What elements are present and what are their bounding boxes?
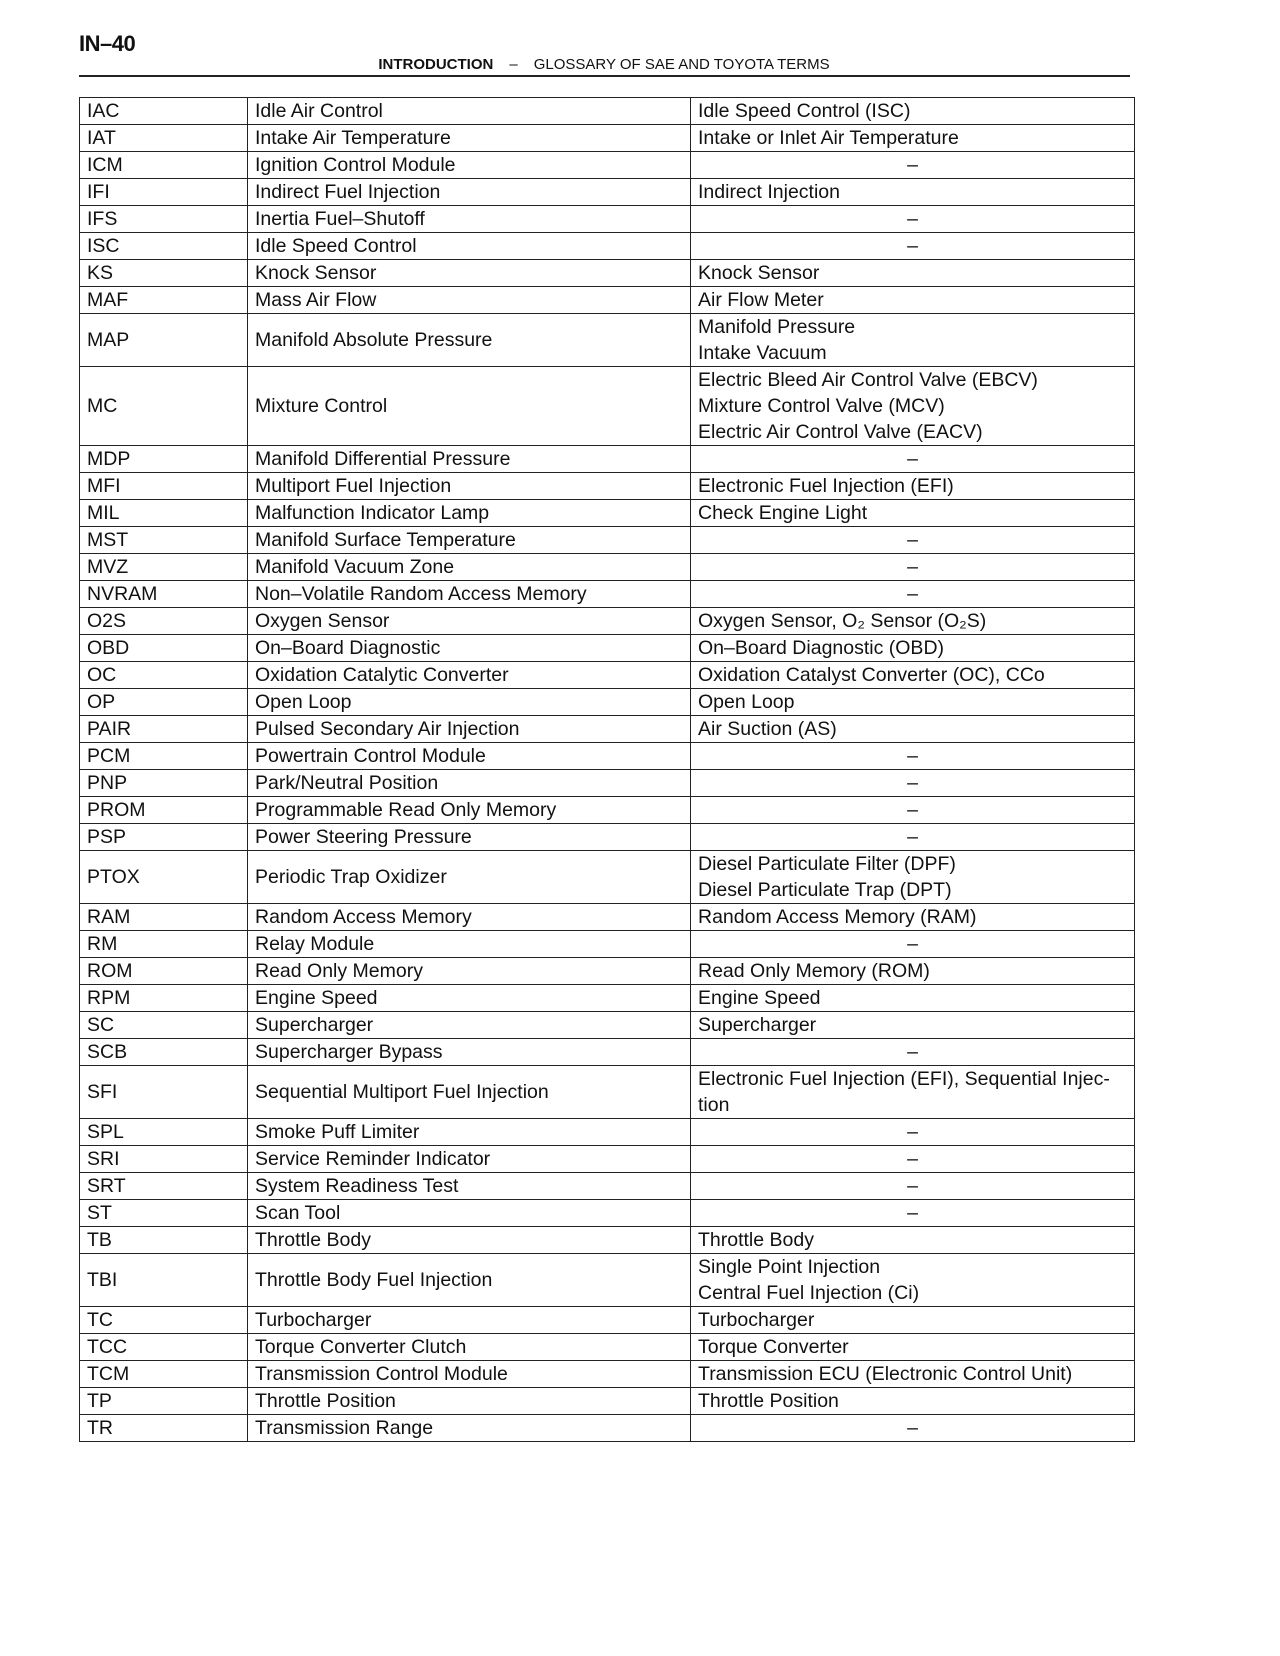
table-row xyxy=(80,98,1135,125)
glossary-table xyxy=(79,97,1135,1442)
abbreviation-cell: SCB xyxy=(80,1039,248,1066)
table-row xyxy=(80,985,1135,1012)
table-row xyxy=(80,1388,1135,1415)
toyota-term-cell xyxy=(691,1227,1135,1254)
table-row xyxy=(80,367,1135,446)
sae-term-cell: Idle Air Control xyxy=(248,98,691,125)
toyota-term-cell xyxy=(691,716,1135,743)
toyota-term-line: – xyxy=(907,745,918,767)
toyota-term-line: Throttle Position xyxy=(698,1390,839,1412)
sae-term-cell: On–Board Diagnostic xyxy=(248,635,691,662)
toyota-term-line: – xyxy=(907,583,918,605)
toyota-term-cell xyxy=(691,1039,1135,1066)
toyota-term-line: Random Access Memory (RAM) xyxy=(698,906,977,928)
table-row xyxy=(80,1012,1135,1039)
table-row xyxy=(80,446,1135,473)
toyota-term-cell xyxy=(691,1361,1135,1388)
abbreviation-cell: PSP xyxy=(80,824,248,851)
abbreviation-cell: OP xyxy=(80,689,248,716)
toyota-term-cell xyxy=(691,1334,1135,1361)
toyota-term-line: Oxygen Sensor, O₂ Sensor (O₂S) xyxy=(698,610,987,632)
table-row xyxy=(80,1254,1135,1307)
toyota-term-cell xyxy=(691,260,1135,287)
abbreviation-cell: TC xyxy=(80,1307,248,1334)
toyota-term-cell xyxy=(691,1200,1135,1227)
toyota-term-cell xyxy=(691,581,1135,608)
table-row xyxy=(80,314,1135,367)
sae-term-cell: Relay Module xyxy=(248,931,691,958)
sae-term-cell: Transmission Range xyxy=(248,1415,691,1442)
table-row xyxy=(80,662,1135,689)
abbreviation-cell: RPM xyxy=(80,985,248,1012)
table-row xyxy=(80,287,1135,314)
abbreviation-cell: PNP xyxy=(80,770,248,797)
toyota-term-line: Idle Speed Control (ISC) xyxy=(698,100,911,122)
abbreviation-cell: OC xyxy=(80,662,248,689)
toyota-term-line: Electronic Fuel Injection (EFI) xyxy=(698,475,954,497)
sae-term-cell: Throttle Position xyxy=(248,1388,691,1415)
sae-term-cell: Pulsed Secondary Air Injection xyxy=(248,716,691,743)
toyota-term-line: – xyxy=(907,208,918,230)
table-row xyxy=(80,125,1135,152)
toyota-term-cell xyxy=(691,851,1135,904)
abbreviation-cell: SC xyxy=(80,1012,248,1039)
sae-term-cell: Manifold Differential Pressure xyxy=(248,446,691,473)
sae-term-cell: Multiport Fuel Injection xyxy=(248,473,691,500)
abbreviation-cell: ST xyxy=(80,1200,248,1227)
toyota-term-cell xyxy=(691,1254,1135,1307)
toyota-term-cell xyxy=(691,958,1135,985)
abbreviation-cell: MC xyxy=(80,367,248,446)
header-separator: – xyxy=(509,56,518,73)
abbreviation-cell: PTOX xyxy=(80,851,248,904)
toyota-term-cell xyxy=(691,446,1135,473)
sae-term-cell: Transmission Control Module xyxy=(248,1361,691,1388)
abbreviation-cell: PAIR xyxy=(80,716,248,743)
table-row xyxy=(80,179,1135,206)
table-row xyxy=(80,1307,1135,1334)
abbreviation-cell: MST xyxy=(80,527,248,554)
toyota-term-line: Electronic Fuel Injection (EFI), Sequential Injec- xyxy=(698,1068,1110,1090)
toyota-term-cell xyxy=(691,1119,1135,1146)
table-row xyxy=(80,1146,1135,1173)
sae-term-cell: Idle Speed Control xyxy=(248,233,691,260)
sae-term-cell: Intake Air Temperature xyxy=(248,125,691,152)
abbreviation-cell: RAM xyxy=(80,904,248,931)
toyota-term-cell xyxy=(691,1307,1135,1334)
table-row xyxy=(80,904,1135,931)
toyota-term-cell xyxy=(691,554,1135,581)
sae-term-cell: Mass Air Flow xyxy=(248,287,691,314)
toyota-term-line: – xyxy=(907,1041,918,1063)
toyota-term-line: – xyxy=(907,1121,918,1143)
sae-term-cell: Manifold Absolute Pressure xyxy=(248,314,691,367)
abbreviation-cell: MDP xyxy=(80,446,248,473)
table-row xyxy=(80,743,1135,770)
abbreviation-cell: TCM xyxy=(80,1361,248,1388)
toyota-term-line: – xyxy=(907,154,918,176)
sae-term-cell: Scan Tool xyxy=(248,1200,691,1227)
toyota-term-line: – xyxy=(907,235,918,257)
sae-term-cell: Non–Volatile Random Access Memory xyxy=(248,581,691,608)
toyota-term-line: – xyxy=(907,448,918,470)
toyota-term-line: On–Board Diagnostic (OBD) xyxy=(698,637,945,659)
abbreviation-cell: MAP xyxy=(80,314,248,367)
toyota-term-line: Supercharger xyxy=(698,1014,817,1036)
toyota-term-line: Manifold Pressure xyxy=(698,316,856,338)
toyota-term-cell xyxy=(691,125,1135,152)
sae-term-cell: Programmable Read Only Memory xyxy=(248,797,691,824)
toyota-term-cell xyxy=(691,233,1135,260)
sae-term-cell: Indirect Fuel Injection xyxy=(248,179,691,206)
abbreviation-cell: RM xyxy=(80,931,248,958)
toyota-term-cell xyxy=(691,608,1135,635)
toyota-term-cell xyxy=(691,1388,1135,1415)
sae-term-cell: Manifold Surface Temperature xyxy=(248,527,691,554)
toyota-term-line: Throttle Body xyxy=(698,1229,814,1251)
toyota-term-cell xyxy=(691,985,1135,1012)
toyota-term-line: Read Only Memory (ROM) xyxy=(698,960,930,982)
abbreviation-cell: PCM xyxy=(80,743,248,770)
table-row xyxy=(80,1119,1135,1146)
table-row xyxy=(80,1200,1135,1227)
toyota-term-cell xyxy=(691,1173,1135,1200)
abbreviation-cell: TP xyxy=(80,1388,248,1415)
sae-term-cell: Throttle Body xyxy=(248,1227,691,1254)
toyota-term-line: tion xyxy=(698,1094,730,1116)
sae-term-cell: Periodic Trap Oxidizer xyxy=(248,851,691,904)
toyota-term-cell xyxy=(691,770,1135,797)
abbreviation-cell: SPL xyxy=(80,1119,248,1146)
table-row xyxy=(80,233,1135,260)
header-rule xyxy=(79,75,1130,77)
table-row xyxy=(80,1066,1135,1119)
table-row xyxy=(80,824,1135,851)
table-row xyxy=(80,554,1135,581)
sae-term-cell: Engine Speed xyxy=(248,985,691,1012)
sae-term-cell: Malfunction Indicator Lamp xyxy=(248,500,691,527)
table-row xyxy=(80,931,1135,958)
sae-term-cell: Throttle Body Fuel Injection xyxy=(248,1254,691,1307)
sae-term-cell: Random Access Memory xyxy=(248,904,691,931)
abbreviation-cell: MVZ xyxy=(80,554,248,581)
toyota-term-cell xyxy=(691,367,1135,446)
table-row xyxy=(80,152,1135,179)
abbreviation-cell: ISC xyxy=(80,233,248,260)
toyota-term-line: Torque Converter xyxy=(698,1336,849,1358)
abbreviation-cell: TBI xyxy=(80,1254,248,1307)
toyota-term-line: Single Point Injection xyxy=(698,1256,881,1278)
toyota-term-line: – xyxy=(907,772,918,794)
abbreviation-cell: O2S xyxy=(80,608,248,635)
toyota-term-line: Air Flow Meter xyxy=(698,289,824,311)
sae-term-cell: Turbocharger xyxy=(248,1307,691,1334)
sae-term-cell: Supercharger Bypass xyxy=(248,1039,691,1066)
toyota-term-line: Turbocharger xyxy=(698,1309,815,1331)
sae-term-cell: Oxidation Catalytic Converter xyxy=(248,662,691,689)
toyota-term-line: Diesel Particulate Trap (DPT) xyxy=(698,879,952,901)
toyota-term-line: Transmission ECU (Electronic Control Unit) xyxy=(698,1363,1073,1385)
abbreviation-cell: IAC xyxy=(80,98,248,125)
toyota-term-line: – xyxy=(907,1175,918,1197)
table-row xyxy=(80,260,1135,287)
toyota-term-cell xyxy=(691,635,1135,662)
toyota-term-cell xyxy=(691,287,1135,314)
toyota-term-line: Oxidation Catalyst Converter (OC), CCo xyxy=(698,664,1045,686)
toyota-term-line: Check Engine Light xyxy=(698,502,868,524)
abbreviation-cell: IFI xyxy=(80,179,248,206)
sae-term-cell: Service Reminder Indicator xyxy=(248,1146,691,1173)
abbreviation-cell: NVRAM xyxy=(80,581,248,608)
toyota-term-line: Open Loop xyxy=(698,691,795,713)
toyota-term-cell xyxy=(691,152,1135,179)
section-subtitle: GLOSSARY OF SAE AND TOYOTA TERMS xyxy=(533,56,830,73)
toyota-term-cell xyxy=(691,1066,1135,1119)
abbreviation-cell: ICM xyxy=(80,152,248,179)
glossary-table-body xyxy=(80,98,1135,1442)
table-row xyxy=(80,581,1135,608)
sae-term-cell: Knock Sensor xyxy=(248,260,691,287)
abbreviation-cell: ROM xyxy=(80,958,248,985)
toyota-term-line: – xyxy=(907,1148,918,1170)
abbreviation-cell: IAT xyxy=(80,125,248,152)
toyota-term-line: – xyxy=(907,556,918,578)
abbreviation-cell: IFS xyxy=(80,206,248,233)
toyota-term-line: Knock Sensor xyxy=(698,262,820,284)
toyota-term-line: Central Fuel Injection (Ci) xyxy=(698,1282,920,1304)
page-number: IN–40 xyxy=(79,31,136,56)
toyota-term-cell xyxy=(691,931,1135,958)
toyota-term-cell xyxy=(691,824,1135,851)
toyota-term-line: – xyxy=(907,799,918,821)
toyota-term-line: – xyxy=(907,1202,918,1224)
toyota-term-line: – xyxy=(907,933,918,955)
sae-term-cell: Oxygen Sensor xyxy=(248,608,691,635)
table-row xyxy=(80,527,1135,554)
sae-term-cell: Power Steering Pressure xyxy=(248,824,691,851)
table-row xyxy=(80,1039,1135,1066)
abbreviation-cell: TB xyxy=(80,1227,248,1254)
toyota-term-line: Mixture Control Valve (MCV) xyxy=(698,395,945,417)
toyota-term-cell xyxy=(691,98,1135,125)
sae-term-cell: Torque Converter Clutch xyxy=(248,1334,691,1361)
abbreviation-cell: KS xyxy=(80,260,248,287)
toyota-term-line: – xyxy=(907,826,918,848)
toyota-term-cell xyxy=(691,797,1135,824)
sae-term-cell: Mixture Control xyxy=(248,367,691,446)
toyota-term-line: – xyxy=(907,1417,918,1439)
toyota-term-cell xyxy=(691,179,1135,206)
toyota-term-line: – xyxy=(907,529,918,551)
toyota-term-cell xyxy=(691,314,1135,367)
table-row xyxy=(80,851,1135,904)
abbreviation-cell: SRT xyxy=(80,1173,248,1200)
sae-term-cell: System Readiness Test xyxy=(248,1173,691,1200)
abbreviation-cell: SFI xyxy=(80,1066,248,1119)
table-row xyxy=(80,1415,1135,1442)
toyota-term-line: Electric Bleed Air Control Valve (EBCV) xyxy=(698,369,1038,391)
toyota-term-cell xyxy=(691,662,1135,689)
toyota-term-cell xyxy=(691,1012,1135,1039)
table-row xyxy=(80,1334,1135,1361)
toyota-term-line: Air Suction (AS) xyxy=(698,718,837,740)
toyota-term-line: Engine Speed xyxy=(698,987,821,1009)
table-row xyxy=(80,958,1135,985)
table-row xyxy=(80,1361,1135,1388)
abbreviation-cell: TCC xyxy=(80,1334,248,1361)
section-title: INTRODUCTION xyxy=(378,56,494,73)
toyota-term-cell xyxy=(691,206,1135,233)
table-row xyxy=(80,608,1135,635)
abbreviation-cell: MIL xyxy=(80,500,248,527)
table-row xyxy=(80,635,1135,662)
toyota-term-cell xyxy=(691,1415,1135,1442)
sae-term-cell: Smoke Puff Limiter xyxy=(248,1119,691,1146)
toyota-term-line: Intake or Inlet Air Temperature xyxy=(698,127,959,149)
table-row xyxy=(80,716,1135,743)
toyota-term-cell xyxy=(691,473,1135,500)
abbreviation-cell: PROM xyxy=(80,797,248,824)
toyota-term-line: Indirect Injection xyxy=(698,181,840,203)
toyota-term-line: Intake Vacuum xyxy=(698,342,827,364)
toyota-term-cell xyxy=(691,904,1135,931)
toyota-term-cell xyxy=(691,500,1135,527)
table-row xyxy=(80,1173,1135,1200)
table-row xyxy=(80,1227,1135,1254)
toyota-term-line: Electric Air Control Valve (EACV) xyxy=(698,421,983,443)
toyota-term-cell xyxy=(691,527,1135,554)
running-header xyxy=(79,56,1129,73)
abbreviation-cell: OBD xyxy=(80,635,248,662)
abbreviation-cell: MFI xyxy=(80,473,248,500)
sae-term-cell: Inertia Fuel–Shutoff xyxy=(248,206,691,233)
toyota-term-line: Diesel Particulate Filter (DPF) xyxy=(698,853,956,875)
table-row xyxy=(80,689,1135,716)
table-row xyxy=(80,473,1135,500)
sae-term-cell: Park/Neutral Position xyxy=(248,770,691,797)
abbreviation-cell: SRI xyxy=(80,1146,248,1173)
sae-term-cell: Open Loop xyxy=(248,689,691,716)
toyota-term-cell xyxy=(691,743,1135,770)
toyota-term-cell xyxy=(691,689,1135,716)
sae-term-cell: Sequential Multiport Fuel Injection xyxy=(248,1066,691,1119)
table-row xyxy=(80,797,1135,824)
sae-term-cell: Powertrain Control Module xyxy=(248,743,691,770)
table-row xyxy=(80,500,1135,527)
table-row xyxy=(80,770,1135,797)
sae-term-cell: Ignition Control Module xyxy=(248,152,691,179)
table-row xyxy=(80,206,1135,233)
sae-term-cell: Manifold Vacuum Zone xyxy=(248,554,691,581)
toyota-term-cell xyxy=(691,1146,1135,1173)
abbreviation-cell: TR xyxy=(80,1415,248,1442)
abbreviation-cell: MAF xyxy=(80,287,248,314)
sae-term-cell: Supercharger xyxy=(248,1012,691,1039)
sae-term-cell: Read Only Memory xyxy=(248,958,691,985)
